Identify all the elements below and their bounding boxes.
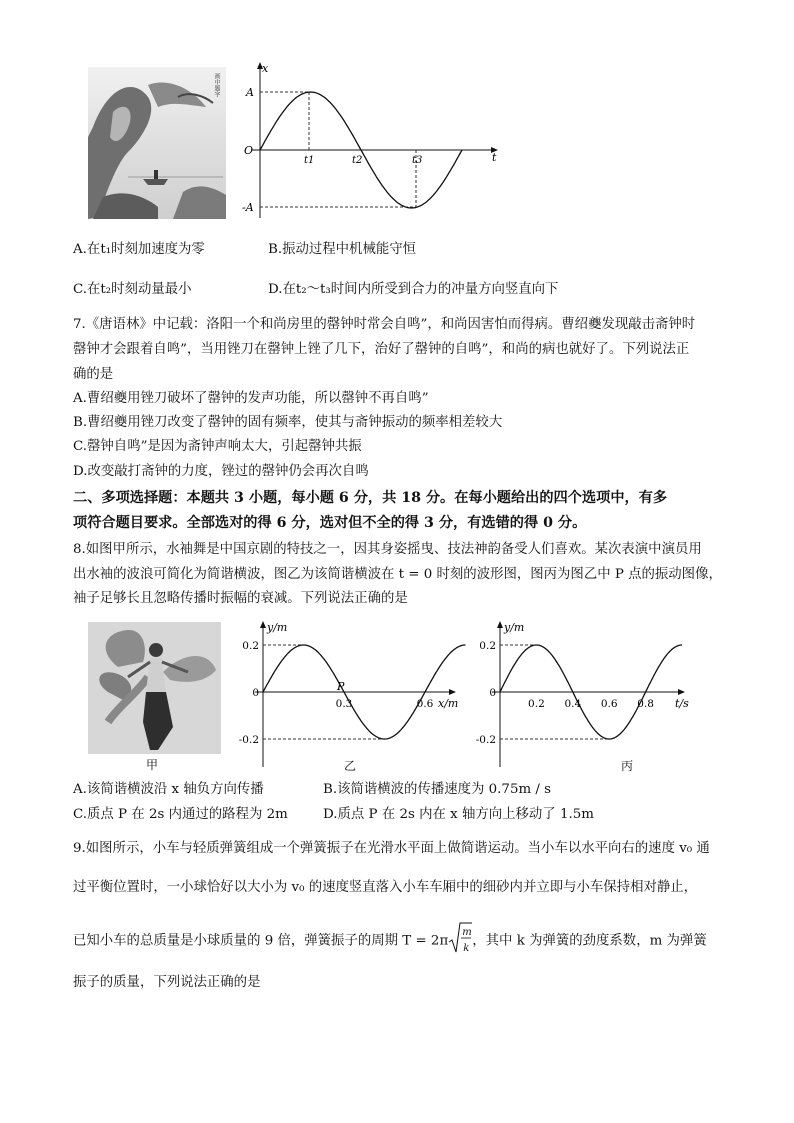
- q7-stem-line2: 罄钟才会跟着自鸣”，当用锉刀在罄钟上锉了几下，治好了罄钟的自鸣”，和尚的病也就好了。下列说法正: [73, 342, 690, 357]
- q6-option-d: D.在t₂～t₃时间内所受到合力的冲量方向竖直向下: [268, 282, 559, 297]
- yi-x-tick-label: 0.3: [335, 698, 353, 710]
- label-t2: t2: [352, 155, 363, 166]
- yi-x-arrow: [449, 689, 456, 695]
- bing-y-tick-label: -0.2: [475, 734, 496, 746]
- q8-stem-line3: 袖子足够长且忽略传播时振幅的衰减。下列说法正确的是: [73, 591, 408, 606]
- q9-stem-line4: 振子的质量，下列说法正确的是: [73, 975, 261, 990]
- q7-option-a: A.曹绍夔用锉刀破坏了罄钟的发声功能，所以罄钟不再自鸣”: [73, 391, 429, 406]
- bing-t-arrow: [678, 689, 685, 695]
- yi-y-tick-label: -0.2: [238, 734, 259, 746]
- q9-line3-suffix: ，其中 k 为弹簧的劲度系数，m 为弹簧: [472, 933, 707, 949]
- bing-x-tick-label: 0.2: [528, 698, 545, 710]
- t-axis-label: t: [492, 151, 497, 164]
- q9-stem-line3: [73, 927, 707, 954]
- label-A: A: [246, 86, 254, 99]
- yi-y-label: y/m: [267, 621, 288, 634]
- bing-y-label: y/m: [504, 621, 525, 634]
- caption-yi: 乙: [344, 759, 357, 773]
- q7-option-d: D.改变敲打斋钟的力度，锉过的罄钟仍会再次自鸣: [73, 464, 369, 479]
- dancer-sketch: [88, 622, 221, 754]
- frac-denominator: k: [463, 943, 470, 954]
- section2-heading-line2: 项符合题目要求。全部选对的得 6 分，选对但不全的得 3 分，有选错的得 0 分。: [73, 515, 587, 531]
- sqrt-fraction-m-over-k: [448, 927, 472, 954]
- label-neg-A: -A: [242, 201, 254, 214]
- q9-stem-line2: 过平衡位置时，一小球恰好以大小为 v₀ 的速度竖直落入小车车厢中的细砂内并立即与小车保持相对静止，: [73, 880, 698, 895]
- q6-option-c: C.在t₂时刻动量最小: [73, 282, 192, 297]
- q8-option-b: B.该简谐横波的传播速度为 0.75m / s: [323, 782, 552, 797]
- q6-option-a: A.在t₁时刻加速度为零: [73, 242, 205, 257]
- q7-option-b: B.曹绍夔用锉刀改变了罄钟的固有频率，使其与斋钟振动的频率相差较大: [73, 415, 503, 430]
- bing-x-tick-label: 0.6: [600, 698, 618, 710]
- dancer-photo: [88, 622, 221, 754]
- q9-stem-line1: 9.如图所示，小车与轻质弹簧组成一个弹簧振子在光滑水平面上做简谐运动。当小车以水平向右的速度 v₀ 通: [73, 841, 710, 856]
- chinese-painting-image: [88, 67, 226, 219]
- q8-stem-line1: 8.如图甲所示，水袖舞是中国京剧的特技之一，因其身姿摇曳、技法神韵备受人们喜欢。某次表演中演员用: [73, 542, 702, 557]
- caption-jia: 甲: [146, 758, 159, 772]
- vibration-graph-bing: [470, 617, 705, 777]
- yi-y-tick-label: 0.2: [242, 640, 259, 652]
- point-p-label: P: [337, 680, 345, 693]
- q7-stem-line1: 7.《唐语林》中记载：洛阳一个和尚房里的罄钟时常会自鸣”，和尚因害怕而得病。曹绍夔发现敲击斋钟时: [73, 317, 696, 332]
- yi-y-tick-label: 0: [252, 687, 259, 699]
- q8-option-a: A.该简谐横波沿 x 轴负方向传播: [73, 782, 264, 797]
- wave-graph-yi: [233, 617, 468, 777]
- q8-stem-line2: 出水袖的波浪可简化为简谐横波，图乙为该简谐横波在 t = 0 时刻的波形图，图丙为图乙中 P 点的振动图像，: [73, 567, 722, 582]
- bing-y-tick-label: 0.2: [479, 640, 496, 652]
- bing-t-label: t/s: [675, 697, 689, 710]
- bing-y-arrow: [497, 621, 503, 628]
- caption-bing: 丙: [621, 759, 634, 773]
- label-O: O: [244, 144, 254, 157]
- q9-line3-prefix: 已知小车的总质量是小球质量的 9 倍，弹簧振子的周期 T = 2π: [73, 933, 449, 949]
- yi-y-arrow: [260, 621, 266, 628]
- painting-inscription: 画中题字: [213, 73, 220, 97]
- yi-x-tick-label: 0.6: [416, 698, 434, 710]
- x-axis-label: x: [262, 62, 269, 75]
- q7-option-c: C.罄钟自鸣”是因为斋钟声响太大，引起罄钟共振: [73, 439, 362, 454]
- xt-graph: [230, 58, 510, 228]
- frac-numerator: m: [462, 927, 472, 938]
- bing-x-tick-label: 0.8: [637, 698, 654, 710]
- bing-y-tick-label: 0: [489, 687, 496, 699]
- section2-heading-line1: 二、多项选择题：本题共 3 小题，每小题 6 分，共 18 分。在每小题给出的四个选项中，有多: [73, 490, 668, 506]
- label-t3: t3: [412, 155, 423, 166]
- q8-option-d: D.质点 P 在 2s 内在 x 轴方向上移动了 1.5m: [323, 807, 594, 822]
- q6-option-b: B.振动过程中机械能守恒: [268, 242, 417, 257]
- bing-x-tick-label: 0.4: [564, 698, 582, 710]
- label-t1: t1: [304, 155, 315, 166]
- q7-stem-line3: 确的是: [73, 367, 114, 382]
- yi-x-label: x/m: [438, 697, 459, 710]
- q8-option-c: C.质点 P 在 2s 内通过的路程为 2m: [73, 807, 288, 822]
